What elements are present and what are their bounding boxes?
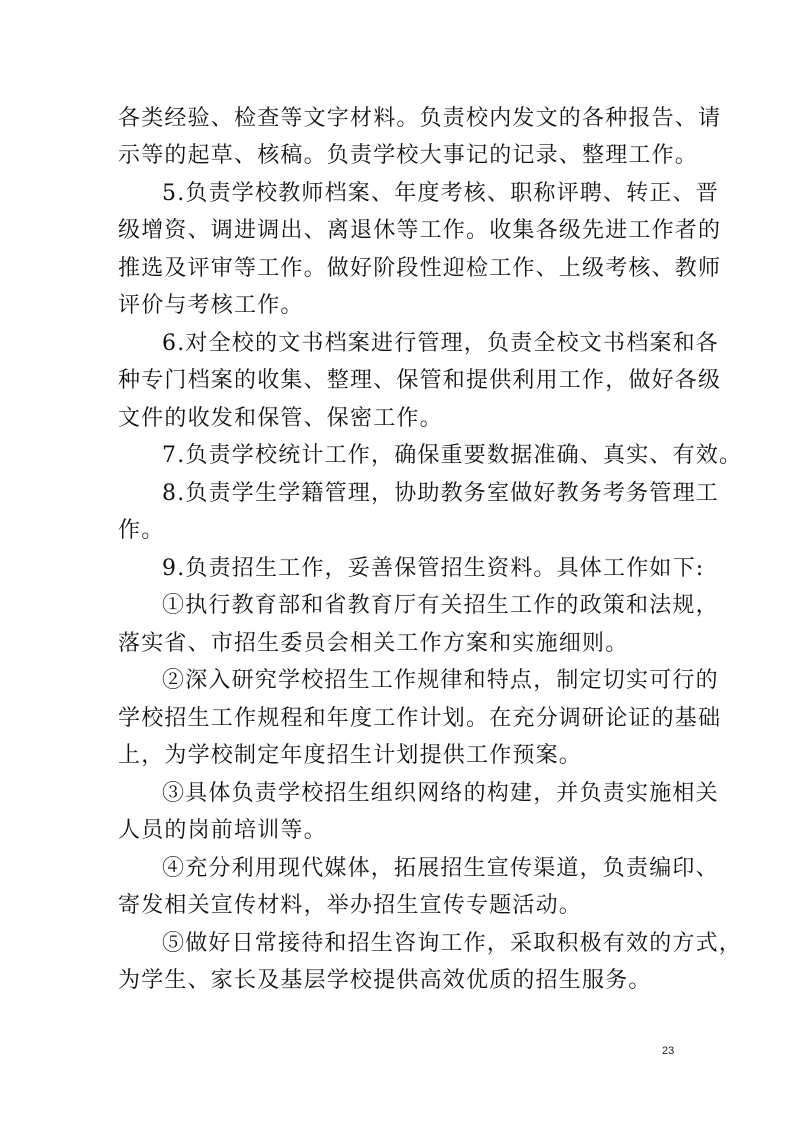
text-line: 9.负责招生工作，妥善保管招生资料。具体工作如下: xyxy=(162,556,705,581)
text-line: 人员的岗前培训等。 xyxy=(118,818,327,843)
text-line: 示等的起草、核稿。负责学校大事记的记录、整理工作。 xyxy=(118,143,699,168)
text-line: 落实省、市招生委员会相关工作方案和实施细则。 xyxy=(118,631,629,656)
text-line: ⑤做好日常接待和招生咨询工作，采取积极有效的方式， xyxy=(162,931,743,956)
text-line: 学校招生工作规程和年度工作计划。在充分调研论证的基础 xyxy=(118,706,722,731)
text-line: ④充分利用现代媒体，拓展招生宣传渠道，负责编印、 xyxy=(162,856,719,881)
text-line: 种专门档案的收集、整理、保管和提供利用工作，做好各级 xyxy=(118,368,722,393)
text-line: 各类经验、检查等文字材料。负责校内发文的各种报告、请 xyxy=(118,106,722,131)
text-line: ③具体负责学校招生组织网络的构建，并负责实施相关 xyxy=(162,781,719,806)
text-line: 6.对全校的文书档案进行管理，负责全校文书档案和各 xyxy=(162,331,719,356)
text-line: 作。 xyxy=(118,518,165,543)
text-line: 上，为学校制定年度招生计划提供工作预案。 xyxy=(118,743,583,768)
text-line: ①执行教育部和省教育厅有关招生工作的政策和法规， xyxy=(162,593,719,618)
text-line: 7.负责学校统计工作，确保重要数据准确、真实、有效。 xyxy=(162,443,743,468)
text-line: 评价与考核工作。 xyxy=(118,293,304,318)
text-line: 5.负责学校教师档案、年度考核、职称评聘、转正、晋 xyxy=(162,181,719,206)
text-line: 文件的收发和保管、保密工作。 xyxy=(118,406,443,431)
text-line: ②深入研究学校招生工作规律和特点，制定切实可行的 xyxy=(162,668,719,693)
text-line: 8.负责学生学籍管理，协助教务室做好教务考务管理工 xyxy=(162,481,719,506)
text-line: 推选及评审等工作。做好阶段性迎检工作、上级考核、教师 xyxy=(118,256,722,281)
text-line: 寄发相关宣传材料，举办招生宣传专题活动。 xyxy=(118,893,583,918)
text-line: 为学生、家长及基层学校提供高效优质的招生服务。 xyxy=(118,968,652,993)
page-number: 23 xyxy=(662,1045,675,1057)
text-line: 级增资、调进调出、离退休等工作。收集各级先进工作者的 xyxy=(118,218,722,243)
